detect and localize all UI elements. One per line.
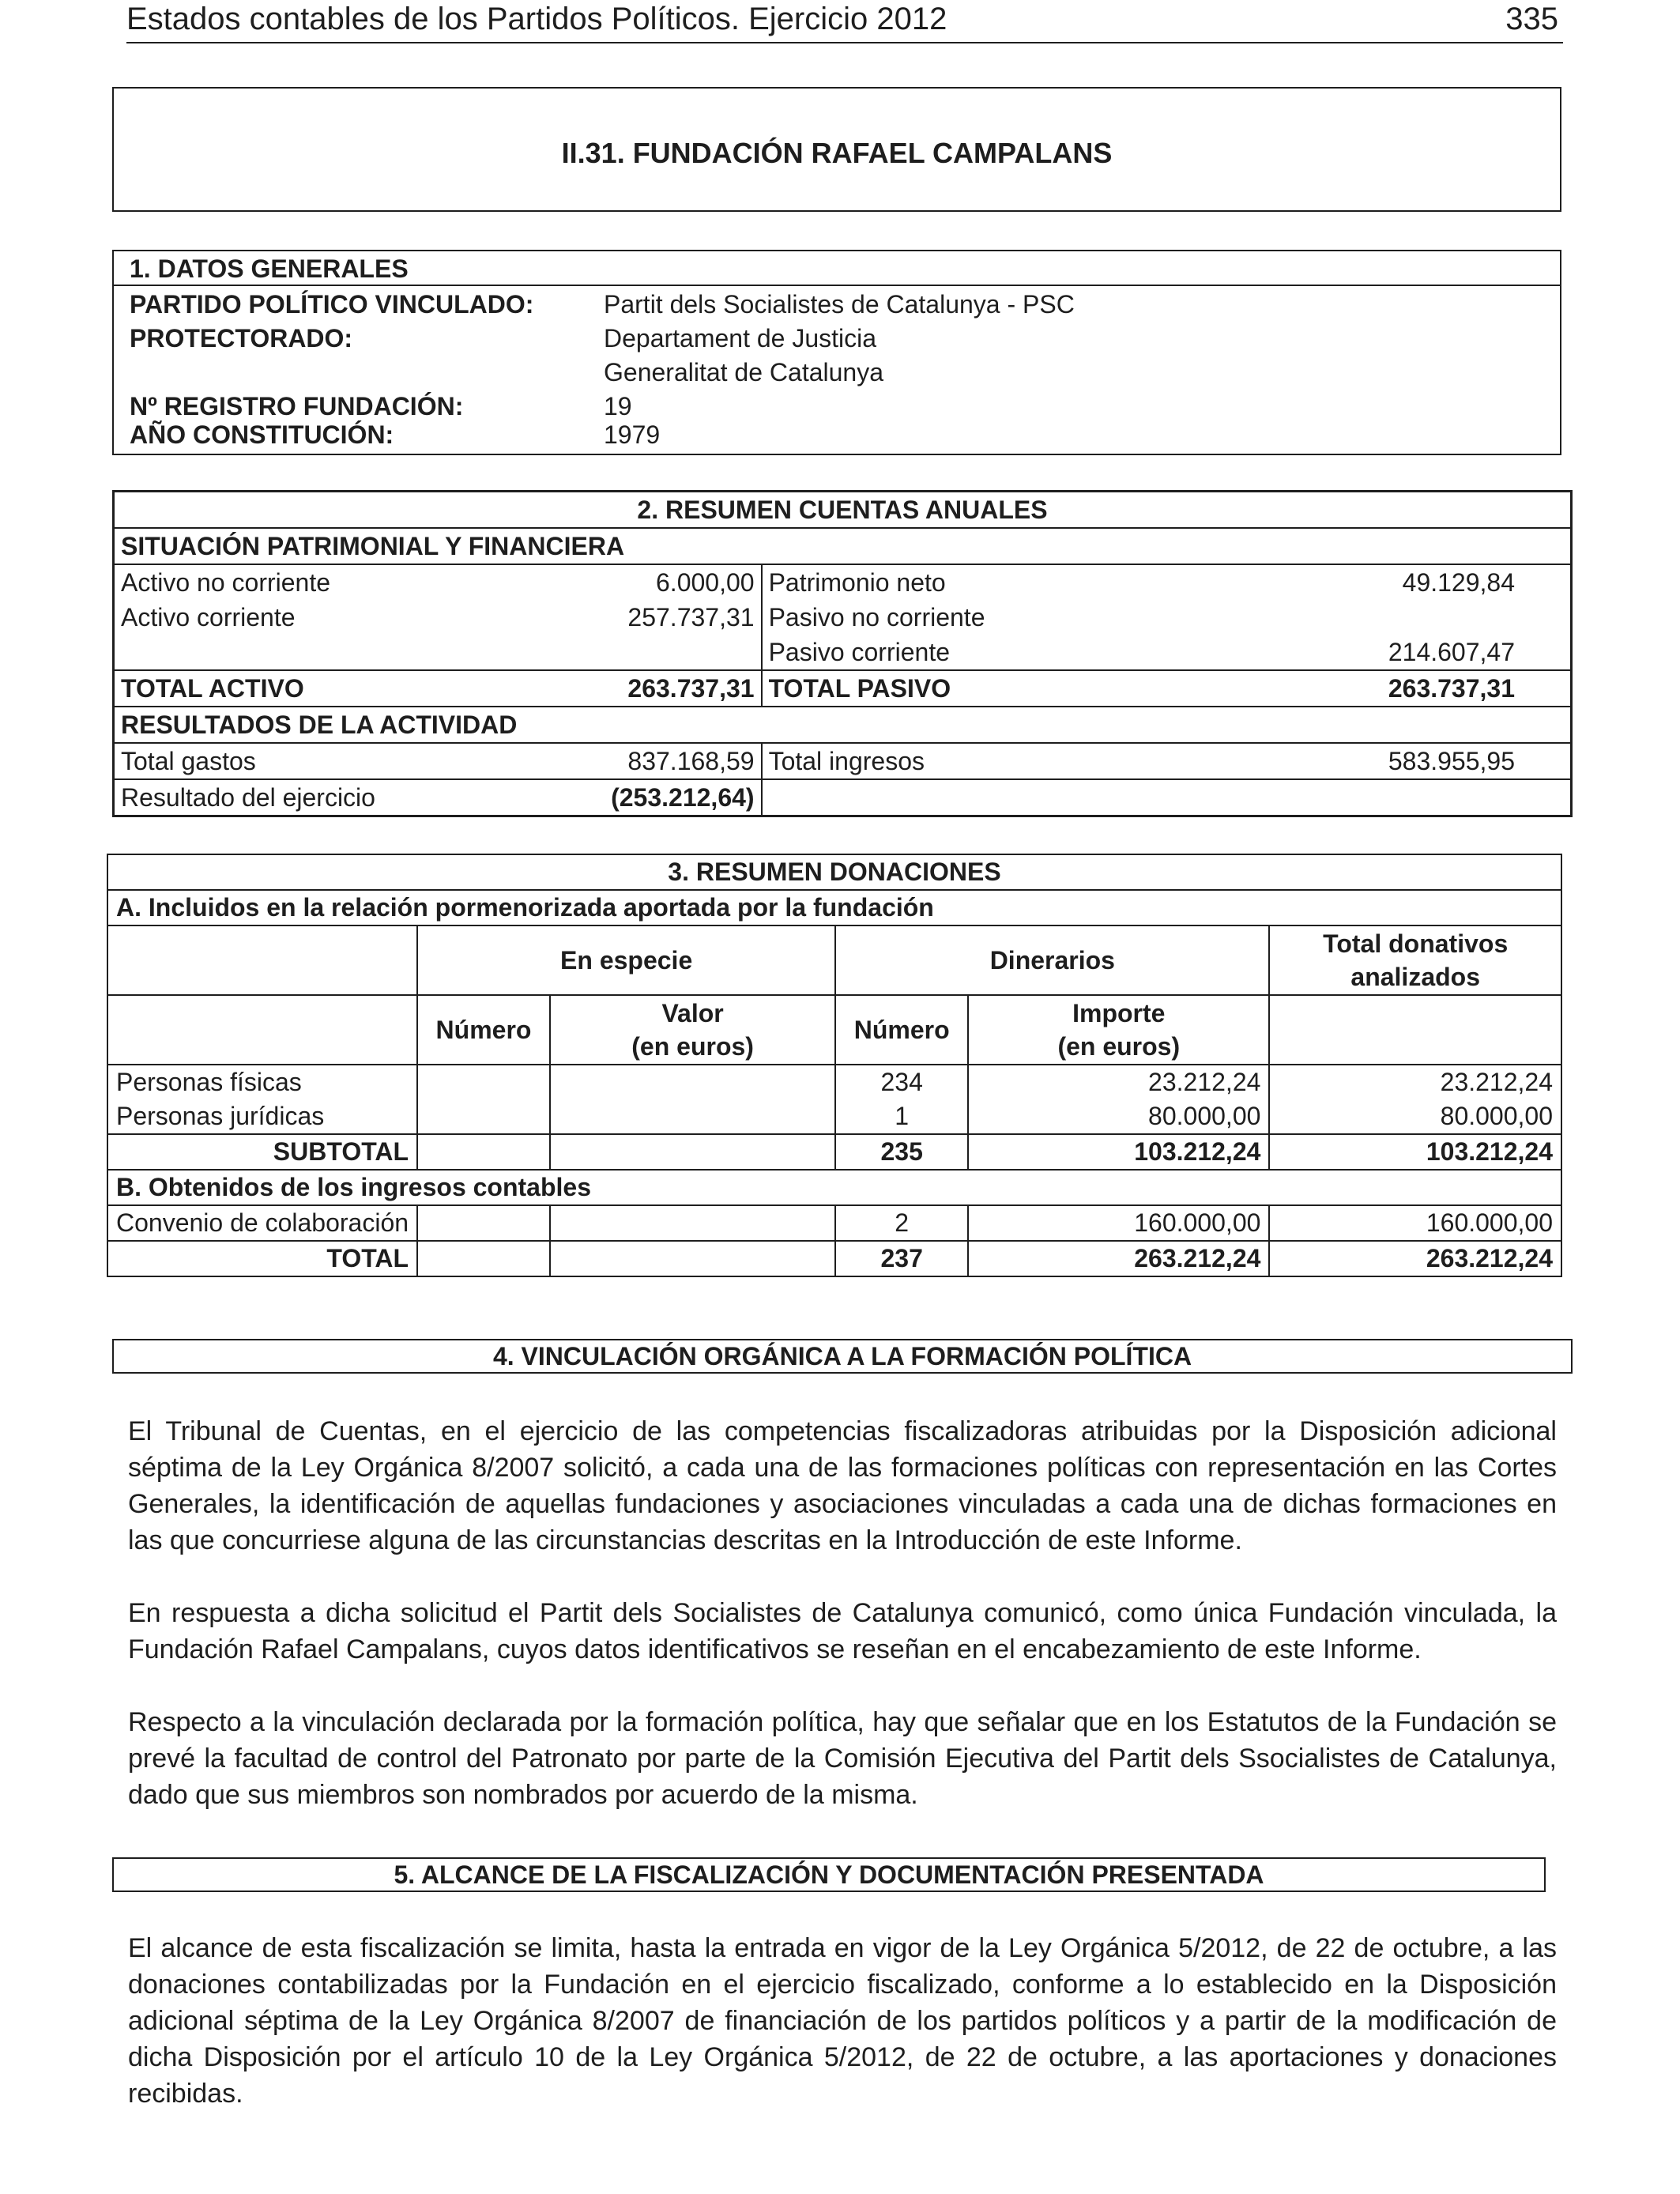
total-ingresos-label: Total ingresos	[762, 743, 1382, 779]
section-b-heading: B. Obtenidos de los ingresos contables	[107, 1170, 1561, 1205]
patrimonio-neto-label: Patrimonio neto	[762, 564, 1382, 600]
pasivo-corriente-value: 214.607,47	[1388, 637, 1515, 666]
pasivo-no-corriente-label: Pasivo no corriente	[762, 600, 1382, 635]
seccion-4-paragraph-2: En respuesta a dicha solicitud el Partit dels Socialistes de Catalunya comunicó, como única Fundación vinculada, la Fundación Rafael Campalans, cuyos datos identificativos se reseñan en el encabezamiento de este Informe.	[128, 1598, 1557, 1664]
datos-generales-box	[112, 250, 1561, 455]
subtotal-row: SUBTOTAL 235 103.212,24 103.212,24	[107, 1134, 1561, 1170]
col-valor: Valor (en euros)	[550, 995, 835, 1065]
situacion-patrimonial-heading: SITUACIÓN PATRIMONIAL Y FINANCIERA	[114, 528, 1572, 564]
seccion-5-heading: 5. ALCANCE DE LA FISCALIZACIÓN Y DOCUMENTACIÓN PRESENTADA	[112, 1857, 1546, 1892]
col-numero-especie: Número	[417, 995, 550, 1065]
total-row: TOTAL 237 263.212,24 263.212,24	[107, 1241, 1561, 1276]
total-pasivo-label: TOTAL PASIVO	[762, 670, 1382, 707]
activo-no-corriente-value: 6.000,00	[605, 564, 761, 600]
activo-no-corriente-label: Activo no corriente	[114, 564, 605, 600]
activo-corriente-label: Activo corriente	[121, 602, 296, 631]
table-row: Convenio de colaboración 2 160.000,00 160.000,00	[107, 1205, 1561, 1241]
document-title: II.31. FUNDACIÓN RAFAEL CAMPALANS	[561, 137, 1113, 169]
pasivo-no-corriente-value	[1382, 600, 1572, 635]
resultado-ejercicio-label: Resultado del ejercicio	[114, 779, 605, 816]
col-en-especie: En especie	[417, 925, 835, 995]
dg-row-registro: Nº REGISTRO FUNDACIÓN: 19	[130, 392, 632, 420]
total-ingresos-value: 583.955,95	[1382, 743, 1572, 779]
resumen-donaciones-table	[107, 854, 1562, 1277]
patrimonio-neto-value: 49.129,84	[1382, 564, 1572, 600]
col-numero-dinerarios: Número	[835, 995, 968, 1065]
section-a-heading: A. Incluidos en la relación pormenorizada aportada por la fundación	[107, 890, 1561, 925]
dg-row-partido: PARTIDO POLÍTICO VINCULADO: Partit dels Socialistes de Catalunya - PSC	[130, 290, 1075, 319]
activo-corriente-value: 257.737,31	[627, 602, 755, 631]
total-gastos-label: Total gastos	[114, 743, 605, 779]
total-pasivo-value: 263.737,31	[1382, 670, 1572, 707]
seccion-4-paragraph-3: Respecto a la vinculación declarada por la formación política, hay que señalar que en los Estatutos de la Fundación se prevé la facultad de control del Patronato por parte de la Comisión Ejecutiva del Partit dels Ssocialistes de Catalunya, dado que sus miembros son nombrados por acuerdo de la misma.	[128, 1707, 1557, 1810]
col-total-donativos: Total donativos analizados	[1269, 925, 1561, 995]
total-gastos-value: 837.168,59	[605, 743, 761, 779]
dg-row-protectorado-2: Generalitat de Catalunya	[604, 358, 883, 386]
resumen-cuentas-heading: 2. RESUMEN CUENTAS ANUALES	[637, 495, 1048, 524]
pasivo-corriente-label: Pasivo corriente	[762, 635, 1382, 670]
table-row: Personas físicas 234 23.212,24 23.212,24	[107, 1065, 1561, 1099]
table-row: Personas jurídicas 1 80.000,00 80.000,00	[107, 1099, 1561, 1134]
running-header-title: Estados contables de los Partidos Políticos. Ejercicio 2012	[126, 2, 947, 36]
seccion-4-paragraph-1: El Tribunal de Cuentas, en el ejercicio de las competencias fiscalizadoras atribuidas por la Disposición adicional séptima de la Ley Orgánica 8/2007 solicitó, a cada una de las formaciones políticas con representación en las Cortes Generales, la identificación de aquellas fundaciones y asociaciones vinculadas a cada una de dichas formaciones en las que concurriese alguna de las circunstancias descritas en la Introducción de este Informe.	[128, 1416, 1557, 1555]
total-activo-label: TOTAL ACTIVO	[114, 670, 605, 707]
dg-row-ano: AÑO CONSTITUCIÓN: 1979	[130, 420, 661, 449]
seccion-5-paragraph-1: El alcance de esta fiscalización se limita, hasta la entrada en vigor de la Ley Orgánica 5/2012, de 22 de octubre, a las donaciones contabilizadas por la Fundación en el ejercicio fiscalizado, conforme a lo establecido en la Disposición adicional séptima de la Ley Orgánica 8/2007 de financiación de los partidos políticos y a partir de la modificación de dicha Disposición por el artículo 10 de la Ley Orgánica 5/2012, de 22 de octubre, a las aportaciones y donaciones recibidas.	[128, 1933, 1557, 2109]
col-dinerarios: Dinerarios	[835, 925, 1269, 995]
resultados-actividad-heading: RESULTADOS DE LA ACTIVIDAD	[114, 707, 1572, 743]
resumen-cuentas-table	[112, 490, 1573, 817]
dg-row-protectorado: PROTECTORADO: Departament de Justicia	[130, 324, 877, 352]
col-importe: Importe (en euros)	[968, 995, 1269, 1065]
page-number: 335	[1505, 2, 1558, 36]
seccion-4-heading: 4. VINCULACIÓN ORGÁNICA A LA FORMACIÓN POLÍTICA	[112, 1339, 1573, 1374]
resultado-ejercicio-value: (253.212,64)	[605, 779, 761, 816]
datos-generales-heading: 1. DATOS GENERALES	[114, 251, 1560, 286]
document-title-box	[112, 87, 1561, 212]
header-rule	[126, 42, 1563, 43]
total-activo-value: 263.737,31	[605, 670, 761, 707]
resumen-donaciones-heading: 3. RESUMEN DONACIONES	[668, 858, 1001, 886]
